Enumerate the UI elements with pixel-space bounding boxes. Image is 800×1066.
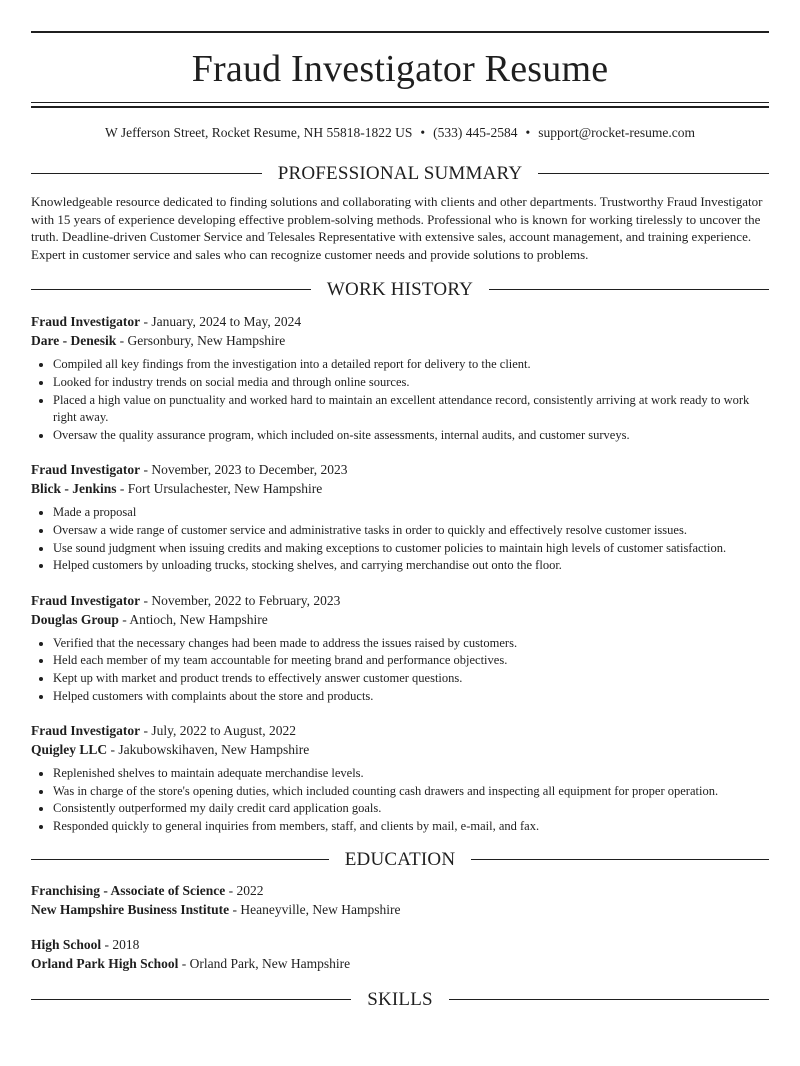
job-company-line [31,479,769,498]
section-heading-label: WORK HISTORY [326,278,474,300]
education-year: - 2022 [225,883,264,899]
summary-text: Knowledgeable resource dedicated to finding solutions and collaborating with clients and other departments. Trustworthy Fraud Investigator with 15 years of experience developing effective problem-solving methods. Professional who is known for working tirelessly to uncover the truth. Deadline-driven Customer Service and Telesales Representative with extensive sales, account management, and training experience. Expert in customer service and sales who can recognize customer needs and provide solutions to problems. [31,194,763,262]
education-school-line [31,954,769,973]
heading-rule-right [538,173,769,174]
job-bullets [31,504,769,574]
job-bullets [31,356,769,444]
section-heading-summary [31,161,769,185]
job-company: Quigley LLC [31,742,108,758]
job-dates: - November, 2023 to December, 2023 [140,462,348,478]
education-entry [31,881,769,919]
job-bullets [31,765,769,835]
job-location: - Gersonbury, New Hampshire [116,333,286,349]
job-dates: - January, 2024 to May, 2024 [140,314,302,330]
heading-rule-right [471,859,769,860]
job-company-line [31,610,769,629]
title-double-divider [31,102,769,108]
job-entry [31,460,769,574]
heading-rule-left [31,289,311,290]
section-heading-label: PROFESSIONAL SUMMARY [277,162,523,184]
education-entry [31,935,769,973]
job-company: Dare - Denesik [31,333,117,349]
contact-separator: • [525,125,531,140]
list-item: • Consistently outperformed my daily credit card application goals. [53,800,769,818]
heading-rule-right [449,999,769,1000]
section-heading-skills [31,987,769,1011]
resume-page [31,31,769,1011]
job-title: Fraud Investigator [31,314,141,330]
list-item: • Oversaw the quality assurance program, which included on-site assessments, internal audits, and customer surveys. [53,427,769,445]
list-item: • Made a proposal [53,504,769,522]
job-dates: - July, 2022 to August, 2022 [140,723,297,739]
list-item: • Kept up with market and product trends to effectively answer customer questions. [53,670,769,688]
list-item: • Helped customers with complaints about the store and products. [53,688,769,706]
education-year: - 2018 [101,937,140,953]
job-company: Blick - Jenkins [31,481,117,497]
job-title-line [31,312,769,331]
heading-rule-left [31,999,351,1000]
page-title: Fraud Investigator Resume [191,48,609,90]
list-item: • Placed a high value on punctuality and worked hard to maintain an excellent attendance record, consistently arriving at work ready to work right away. [53,392,769,427]
job-location: - Fort Ursulachester, New Hampshire [116,481,323,497]
job-location: - Jakubowskihaven, New Hampshire [107,742,310,758]
job-title: Fraud Investigator [31,723,141,739]
list-item: • Held each member of my team accountable for meeting brand and performance objectives. [53,652,769,670]
section-heading-label: EDUCATION [344,848,456,870]
education-degree-line [31,935,769,954]
list-item: • Responded quickly to general inquiries from members, staff, and clients by mail, e-mail, and fax. [53,818,769,836]
list-item: • Use sound judgment when issuing credits and making exceptions to customer policies to maintain high levels of customer satisfaction. [53,540,769,558]
contact-phone: (533) 445-2584 [433,125,518,140]
job-bullets [31,635,769,705]
education-degree: Franchising - Associate of Science [31,883,226,899]
contact-address: W Jefferson Street, Rocket Resume, NH 55818-1822 US [105,125,413,140]
contact-separator: • [420,125,426,140]
section-heading-education [31,847,769,871]
list-item: • Helped customers by unloading trucks, stocking shelves, and carrying merchandise out onto the floor. [53,557,769,575]
education-location: - Heaneyville, New Hampshire [229,902,401,918]
contact-email: support@rocket-resume.com [538,125,695,140]
section-heading-work-history [31,277,769,301]
job-company-line [31,331,769,350]
contact-line [31,125,769,143]
job-title-line [31,591,769,610]
list-item: • Oversaw a wide range of customer service and administrative tasks in order to quickly and effectively resolve customer issues. [53,522,769,540]
job-title: Fraud Investigator [31,592,141,608]
job-entry [31,721,769,835]
heading-rule-right [489,289,769,290]
education-school-line [31,900,769,919]
section-heading-label: SKILLS [367,988,433,1010]
job-location: - Antioch, New Hampshire [118,611,268,627]
job-title-line [31,721,769,740]
heading-rule-left [31,173,262,174]
list-item: • Compiled all key findings from the investigation into a detailed report for delivery to the client. [53,356,769,374]
list-item: • Looked for industry trends on social media and through online sources. [53,374,769,392]
education-school: New Hampshire Business Institute [31,902,230,918]
list-item: • Replenished shelves to maintain adequate merchandise levels. [53,765,769,783]
list-item: • Verified that the necessary changes had been made to address the issues raised by customers. [53,635,769,653]
education-degree-line [31,881,769,900]
job-title: Fraud Investigator [31,462,141,478]
job-entry [31,312,769,444]
education-location: - Orland Park, New Hampshire [178,956,351,972]
education-school: Orland Park High School [31,956,179,972]
job-entry [31,591,769,705]
job-company: Douglas Group [31,611,119,627]
job-title-line [31,460,769,479]
job-company-line [31,740,769,759]
job-dates: - November, 2022 to February, 2023 [140,592,341,608]
education-degree: High School [31,937,102,953]
top-divider [31,31,769,33]
heading-rule-left [31,859,329,860]
list-item: • Was in charge of the store's opening duties, which included counting cash drawers and inspecting all equipment for proper operation. [53,783,769,801]
